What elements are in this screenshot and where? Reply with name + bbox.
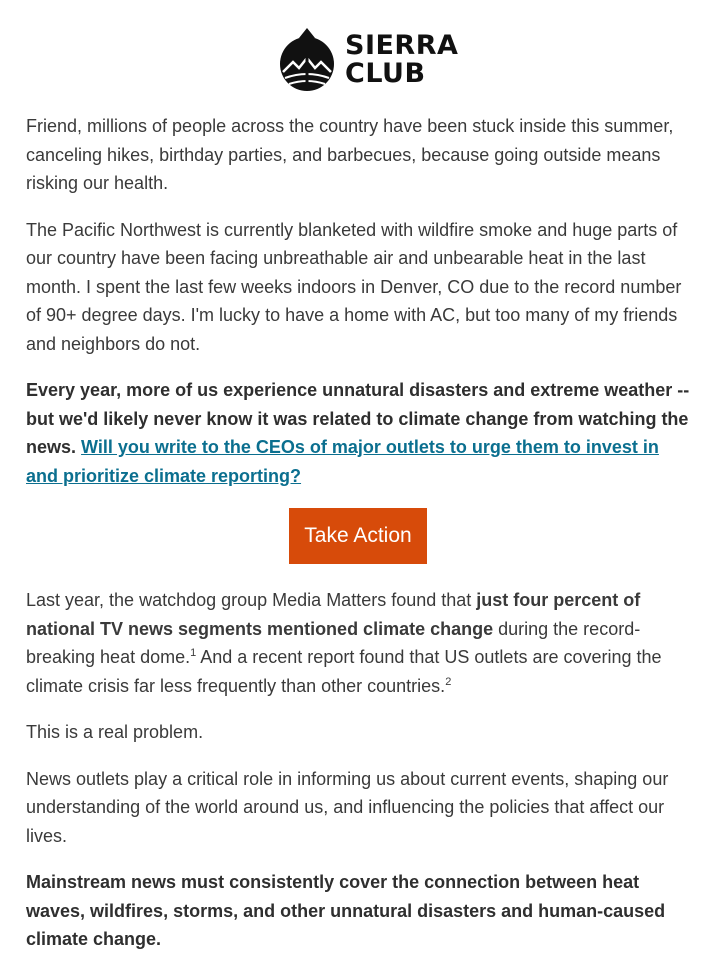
bold-statement: Every year, more of us experience unnatural disasters and extreme weather -- but we'd likely never know it was related to climate change from watching the news. [26,380,690,457]
paragraph-pacific-northwest: The Pacific Northwest is currently blanketed with wildfire smoke and huge parts of our country have been facing unbreathable air and unbearable heat in the last month. I spent the last few weeks indoors in Denver, CO due to the record number of 90+ degree days. I'm lucky to have a home with AC, but too many of my friends and neighbors do not. [26,219,682,354]
footnote-2: 2 [445,675,452,688]
media-matters-bold: just four percent of national TV news segments mentioned climate change [26,590,641,639]
paragraph-news-outlets: News outlets play a critical role in informing us about current events, shaping our understanding of the world around us, and influencing the policies that affect our lives. [26,768,669,846]
media-matters-text-a: Last year, the watchdog group Media Matters found that [26,590,477,610]
paragraph-real-problem: This is a real problem. [26,722,204,742]
sierra-club-logo[interactable] [271,24,459,96]
take-action-button[interactable]: Take Action [289,508,426,564]
write-ceos-link[interactable]: Will you write to the CEOs of major outlets to urge them to invest in and prioritize climate reporting? [26,437,659,486]
footnote-1: 1 [190,647,197,659]
paragraph-media-matters [26,586,690,700]
media-matters-text-c: And a recent report found that US outlets are covering the climate crisis far less frequently than other countries. [26,647,662,696]
logo-line-sierra: SIERRA [345,30,459,61]
logo-line-club: CLUB [345,58,426,89]
tree-mountain-icon [271,24,343,96]
logo-wordmark [345,32,458,88]
paragraph-intro: Friend, millions of people across the country have been stuck inside this summer, canceling hikes, birthday parties, and barbecues, because going outside means risking our health. [26,116,674,193]
paragraph-mainstream-news: Mainstream news must consistently cover the connection between heat waves, wildfires, storms, and other unnatural disasters and human-caused climate change. [26,872,666,949]
media-matters-text-b: during the record-breaking heat dome. [26,618,641,667]
message-content [26,112,690,960]
paragraph-unnatural-disasters [26,376,690,490]
button-container [26,508,690,564]
